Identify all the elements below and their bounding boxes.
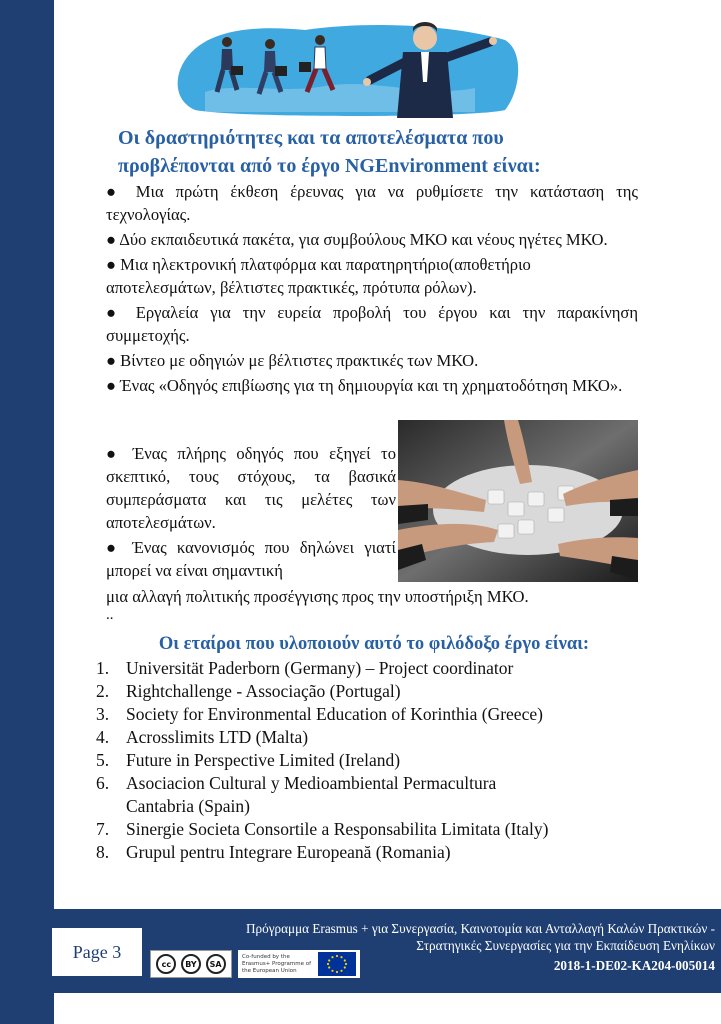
cc-label: cc — [156, 954, 176, 974]
eu-cofunded-text: Co-funded by the Erasmus+ Programme of the European Union — [242, 953, 312, 974]
activity-continuation: μια αλλαγή πολιτικής προσέγγισης προς την υποστήριξη ΜΚΟ. — [106, 587, 529, 606]
partner-item — [96, 772, 656, 818]
eu-flag-icon — [318, 952, 356, 976]
cc-sa-label: SA — [206, 954, 226, 974]
partners-list — [96, 657, 656, 864]
partner-item — [96, 726, 656, 749]
business-team-running-illustration — [175, 22, 525, 118]
cc-by-label: BY — [181, 954, 201, 974]
partner-number: 6. — [96, 773, 110, 793]
partner-number: 7. — [96, 819, 110, 839]
page-number: Page 3 — [52, 928, 142, 976]
activity-item: ● Εργαλεία για την ευρεία προβολή του έργου και την παρακίνηση συμμετοχής. — [106, 303, 638, 345]
footer-programme-text — [155, 920, 715, 954]
partner-name: Future in Perspective Limited (Ireland) — [126, 750, 401, 770]
partner-name: Society for Environmental Education of Korinthia (Greece) — [126, 704, 543, 724]
partner-name: Acrosslimits LTD (Malta) — [126, 727, 309, 747]
activities-list — [106, 180, 638, 399]
activity-item: ● Ένας κανονισμός που δηλώνει γιατί μπορεί να είναι σημαντική — [106, 538, 396, 580]
partner-item — [96, 703, 656, 726]
section-title-line-1: Οι δραστηριότητες και τα αποτελέσματα που — [118, 127, 504, 149]
partner-number: 1. — [96, 658, 110, 678]
partner-number: 5. — [96, 750, 110, 770]
partner-name: Sinergie Societa Consortile a Responsabilita Limitata (Italy) — [126, 819, 549, 839]
partner-item — [96, 680, 656, 703]
partner-number: 4. — [96, 727, 110, 747]
partner-number: 2. — [96, 681, 110, 701]
footer-line-1: Πρόγραμμα Erasmus + για Συνεργασία, Καινοτομία και Ανταλλαγή Καλών Πρακτικών - — [246, 921, 715, 936]
activity-item: ● Ένας «Οδηγός επιβίωσης για τη δημιουργία και τη χρηματοδότηση ΜΚΟ». — [106, 376, 623, 395]
partner-number: 3. — [96, 704, 110, 724]
activity-item: ● Βίντεο με οδηγιών με βέλτιστες πρακτικές των ΜΚΟ. — [106, 351, 479, 370]
hands-puzzle-photo — [398, 420, 638, 582]
section-title — [118, 124, 648, 180]
footer-bottom-strip — [54, 993, 721, 1024]
wrapped-activities — [106, 442, 396, 584]
separator-dots: .. — [106, 607, 114, 623]
activity-item: ● Μια πρώτη έκθεση έρευνας για να ρυθμίσετε την κατάσταση της τεχνολογίας. — [106, 182, 638, 224]
partner-item — [96, 818, 656, 841]
partner-item — [96, 749, 656, 772]
partners-title: Οι εταίροι που υλοποιούν αυτό το φιλόδοξο έργο είναι: — [158, 634, 590, 654]
partner-name: Rightchallenge - Associação (Portugal) — [126, 681, 401, 701]
partner-number: 8. — [96, 842, 110, 862]
activity-item: ● Ένας πλήρης οδηγός που εξηγεί το σκεπτικό, τους στόχους, τα βασικά συμπεράσματα και τις μελέτες των αποτελεσμάτων. — [106, 444, 396, 532]
project-code: 2018-1-DE02-KA204-005014 — [553, 958, 715, 973]
left-accent-bar — [0, 0, 54, 1024]
creative-commons-icon — [150, 950, 232, 978]
partner-item — [96, 657, 656, 680]
section-title-line-2: προβλέπονται από το έργο NGEnvironment είναι: — [118, 155, 541, 177]
partner-name: Asociacion Cultural y Medioambiental Permacultura Cantabria (Spain) — [126, 773, 497, 816]
eu-cofunded-logo — [238, 950, 360, 978]
activity-item: ● Δύο εκπαιδευτικά πακέτα, για συμβούλους ΜΚΟ και νέους ηγέτες ΜΚΟ. — [106, 230, 608, 249]
footer-line-2: Στρατηγικές Συνεργασίες για την Εκπαίδευση Ενηλίκων — [416, 938, 715, 953]
partner-name: Grupul pentru Integrare Europeană (Romania) — [126, 842, 451, 862]
partner-item — [96, 841, 656, 864]
activity-item: ● Μια ηλεκτρονική πλατφόρμα και παρατηρητήριο(αποθετήριο αποτελεσμάτων, βέλτιστες πρακτικές, πρότυπα ρόλων). — [106, 255, 531, 297]
partner-name: Universität Paderborn (Germany) – Project coordinator — [126, 658, 514, 678]
